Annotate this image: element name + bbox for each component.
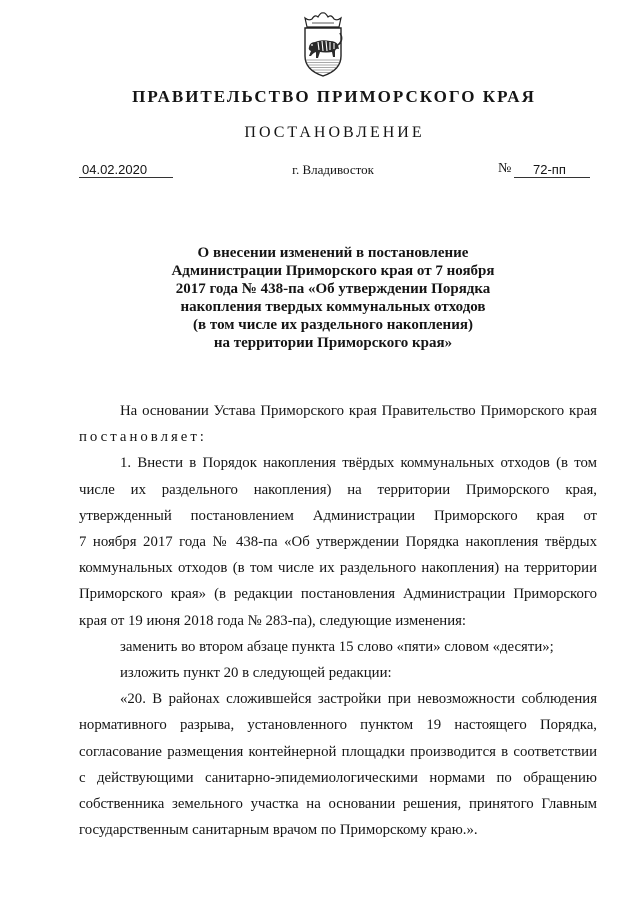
- document-city: г. Владивосток: [292, 162, 374, 177]
- number-sign: №: [498, 161, 512, 176]
- document-date: 04.02.2020: [82, 162, 148, 177]
- government-title: ПРАВИТЕЛЬСТВО ПРИМОРСКОГО КРАЯ: [132, 87, 536, 106]
- document-title: [74, 244, 592, 352]
- document-number-field: [514, 161, 590, 178]
- body-line: На основании Устава Приморского края Правительство Приморского края: [120, 403, 597, 419]
- body-line: нормативного разрыва, установленного пунктом 19 настоящего Порядка,: [79, 717, 597, 734]
- body-line: собственника земельного участка на основании решения, принятого Главным: [79, 796, 597, 813]
- body-line: утвержденный постановлением Администрации Приморского края от: [79, 507, 597, 524]
- body-line: 7 ноября 2017 года № 438-па «Об утверждении Порядка накопления твёрдых: [79, 534, 597, 551]
- body-line: с действующими санитарно-эпидемиологическими нормами по обращению: [79, 769, 597, 786]
- body-line: края от 19 июня 2018 года № 283-па), следующие изменения:: [79, 612, 467, 629]
- body-line: государственным санитарным врачом по Приморскому краю.».: [79, 822, 478, 839]
- body-line: изложить пункт 20 в следующей редакции:: [120, 665, 392, 682]
- coat-of-arms-icon: [300, 12, 346, 78]
- body-line: коммунальных отходов (в том числе их раздельного накопления) на территории: [79, 560, 597, 577]
- document-type: ПОСТАНОВЛЕНИЕ: [244, 124, 425, 141]
- title-line: 2017 года № 438-па «Об утверждении Порядка: [175, 281, 491, 297]
- title-line: Администрации Приморского края от 7 ноября: [171, 263, 495, 279]
- body-line: согласование размещения контейнерной площадки производится в соответствии: [79, 743, 597, 760]
- body-line: заменить во втором абзаце пункта 15 слово «пяти» словом «десяти»;: [120, 638, 554, 655]
- body-line: числе их раздельного накопления) на территории Приморского края,: [79, 481, 597, 498]
- body-line: «20. В районах сложившейся застройки при невозможности соблюдения: [120, 691, 597, 708]
- body-line: 1. Внести в Порядок накопления твёрдых коммунальных отходов (в том: [120, 455, 597, 472]
- document-date-field: [79, 161, 173, 178]
- title-line: (в том числе их раздельного накопления): [193, 317, 473, 333]
- title-line: накопления твердых коммунальных отходов: [180, 299, 486, 315]
- resolves-line: постановляет:: [79, 429, 207, 446]
- title-line: О внесении изменений в постановление: [197, 245, 469, 261]
- body-line: Приморского края» (в редакции постановления Администрации Приморского: [79, 586, 597, 603]
- document-body: [79, 398, 597, 843]
- document-number: 72-пп: [533, 162, 566, 177]
- title-line: на территории Приморского края»: [213, 335, 453, 351]
